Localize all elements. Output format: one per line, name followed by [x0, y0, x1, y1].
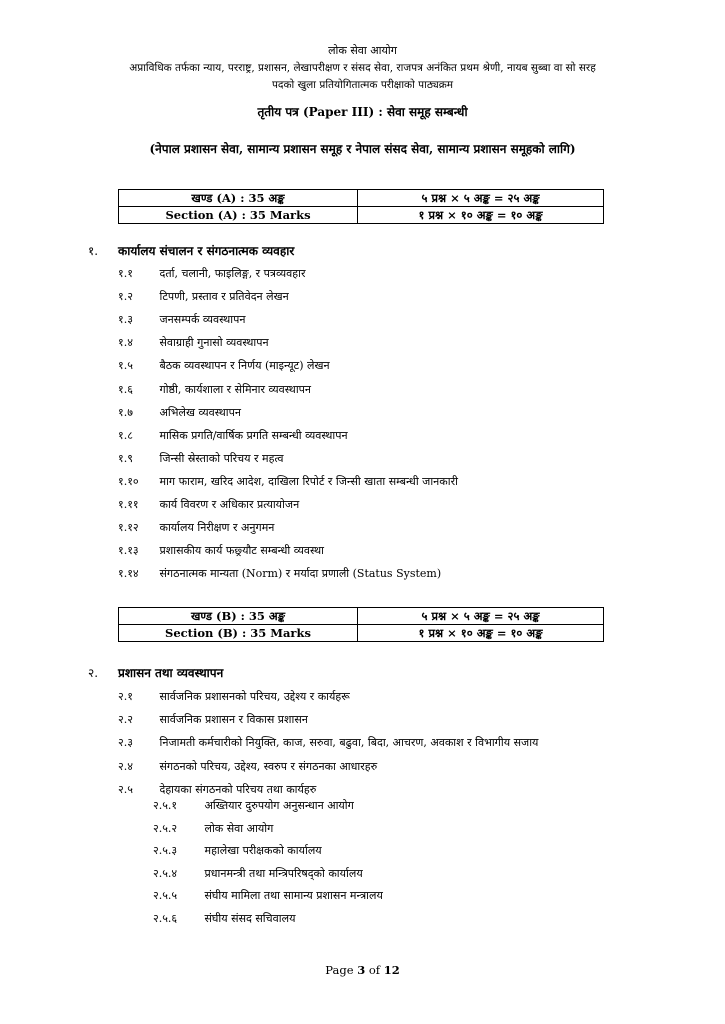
list-item-number: १.११ — [118, 498, 139, 511]
list-item-number: १.३ — [118, 313, 133, 327]
list-item — [118, 335, 269, 350]
list-item-text: प्रशासकीय कार्य फछ्र्यौट सम्बन्धी व्यवस्था — [159, 544, 324, 558]
list-item — [118, 782, 316, 797]
list-item-text: लोक सेवा आयोग — [204, 821, 274, 835]
list-item — [118, 474, 458, 489]
section-1-title: कार्यालय संचालन र संगठनात्मक व्यवहार — [118, 244, 295, 258]
list-item — [118, 312, 245, 327]
list-item — [118, 405, 241, 420]
list-item-text: निजामती कर्मचारीको नियुक्ति, काज, सरुवा, बढुवा, बिदा, आचरण, अवकाश र विभागीय सजाय — [159, 736, 539, 750]
list-item-number: २.५.३ — [153, 844, 178, 858]
list-item-number: २.५.२ — [153, 821, 178, 835]
section-b-marks-table — [118, 607, 604, 642]
list-item-number: १.९ — [118, 451, 133, 465]
section-2-number: २. — [88, 666, 99, 680]
list-item-text: अभिलेख व्यवस्थापन — [159, 405, 241, 419]
list-item-text: देहायका संगठनको परिचय तथा कार्यहरु — [159, 782, 317, 796]
list-item-text: महालेखा परीक्षकको कार्यालय — [204, 844, 322, 858]
list-item-number: १.४ — [118, 336, 133, 350]
list-item-number: २.५.५ — [153, 889, 178, 903]
list-item-number: १.१३ — [118, 544, 139, 558]
table-cell: खण्ड (B) : 35 अङ्क — [119, 608, 358, 625]
list-item — [118, 451, 283, 466]
list-item-number: २.५.१ — [153, 799, 178, 812]
table-cell: ५ प्रश्न × ५ अङ्क = २५ अङ्क — [358, 608, 604, 625]
list-item-number: १.१ — [118, 267, 133, 280]
list-item-text: संघीय संसद सचिवालय — [204, 912, 296, 925]
list-item — [118, 735, 538, 750]
list-item-text: सार्वजनिक प्रशासन र विकास प्रशासन — [159, 713, 308, 727]
header-line-2: अप्राविधिक तर्फका न्याय, परराष्ट्र, प्रशासन, लेखापरीक्षण र संसद सेवा, राजपत्र अनंकित प्रथम श्रेणी, नायब सुब्बा वा सो सरह — [129, 62, 596, 74]
table-row — [119, 608, 604, 625]
list-item-text: अख्तियार दुरुपयोग अनुसन्धान आयोग — [204, 799, 354, 812]
table-cell: Section (A) : 35 Marks — [119, 207, 358, 224]
list-item-number: १.२ — [118, 290, 133, 304]
list-item-text: प्रधानमन्त्री तथा मन्त्रिपरिषद्को कार्यालय — [204, 866, 363, 880]
list-item-text: कार्यालय निरीक्षण र अनुगमन — [159, 521, 275, 535]
table-row — [119, 190, 604, 207]
header-org: लोक सेवा आयोग — [328, 44, 397, 57]
list-item — [118, 689, 350, 704]
list-item — [153, 911, 295, 926]
list-item — [153, 866, 363, 881]
list-item — [118, 520, 274, 535]
list-item — [118, 543, 324, 558]
section-a-marks-table — [118, 189, 604, 224]
footer-page-word: Page — [325, 963, 354, 977]
table-cell: १ प्रश्न × १० अङ्क = १० अङ्क — [358, 625, 604, 642]
table-cell: Section (B) : 35 Marks — [119, 625, 358, 642]
list-item — [118, 497, 299, 512]
list-item — [153, 843, 322, 858]
list-item-number: १.७ — [118, 405, 133, 419]
list-item — [118, 289, 289, 304]
list-item — [118, 566, 441, 581]
section-1-number: १. — [88, 244, 99, 258]
list-item — [118, 428, 348, 443]
list-item-text: जिन्सी स्रेस्ताको परिचय र महत्व — [159, 451, 284, 465]
list-item-text: संगठनको परिचय, उद्देश्य, स्वरुप र संगठनका आधारहरु — [159, 759, 378, 773]
list-item-number: २.५ — [118, 782, 133, 796]
list-item — [153, 888, 383, 903]
list-item-text: टिपणी, प्रस्ताव र प्रतिवेदन लेखन — [159, 290, 289, 304]
list-item — [118, 358, 330, 373]
footer-of-word: of — [368, 963, 381, 977]
list-item-number: १.१४ — [118, 567, 139, 581]
list-item — [153, 798, 354, 813]
list-item-text: संघीय मामिला तथा सामान्य प्रशासन मन्त्रालय — [204, 889, 383, 903]
list-item-number: २.५.४ — [153, 866, 178, 880]
list-item-text: जनसम्पर्क व्यवस्थापन — [159, 313, 246, 327]
footer-page-number: 3 — [357, 963, 366, 977]
list-item-number: २.२ — [118, 713, 133, 727]
list-item-number: १.१० — [118, 474, 139, 488]
list-item-text: माग फाराम, खरिद आदेश, दाखिला रिपोर्ट र जिन्सी खाता सम्बन्धी जानकारी — [159, 474, 458, 488]
paper-subtitle: (नेपाल प्रशासन सेवा, सामान्य प्रशासन समूह र नेपाल संसद सेवा, सामान्य प्रशासन समूहको लागि) — [149, 142, 576, 156]
table-cell: खण्ड (A) : 35 अङ्क — [119, 190, 358, 207]
list-item-number: २.५.६ — [153, 912, 178, 925]
list-item — [118, 382, 311, 397]
header-line-3: पदको खुला प्रतियोगितात्मक परीक्षाको पाठ्यक्रम — [271, 79, 454, 91]
table-cell: ५ प्रश्न × ५ अङ्क = २५ अङ्क — [358, 190, 604, 207]
list-item-number: १.५ — [118, 359, 133, 373]
table-row — [119, 625, 604, 642]
list-item-text: सार्वजनिक प्रशासनको परिचय, उद्देश्य र कार्यहरू — [159, 690, 350, 703]
page-footer — [0, 963, 725, 977]
section-2-title: प्रशासन तथा व्यवस्थापन — [118, 666, 224, 680]
table-cell: १ प्रश्न × १० अङ्क = १० अङ्क — [358, 207, 604, 224]
list-item — [118, 759, 377, 774]
list-item — [153, 821, 273, 836]
list-item-text: सेवाग्राही गुनासो व्यवस्थापन — [159, 336, 269, 350]
list-item-text: बैठक व्यवस्थापन र निर्णय (माइन्यूट) लेखन — [159, 359, 330, 373]
list-item-text: कार्य विवरण र अधिकार प्रत्यायोजन — [159, 498, 300, 511]
list-item-number: २.३ — [118, 736, 133, 750]
list-item-number: १.६ — [118, 382, 133, 396]
table-row — [119, 207, 604, 224]
list-item-text: दर्ता, चलानी, फाइलिङ्ग, र पत्रव्यवहार — [159, 267, 306, 280]
list-item-number: १.८ — [118, 428, 133, 442]
footer-page-total: 12 — [383, 963, 400, 977]
paper-title: तृतीय पत्र (Paper III) : सेवा समूह सम्बन्धी — [257, 105, 468, 119]
list-item-number: १.१२ — [118, 521, 139, 535]
list-item — [118, 712, 308, 727]
list-item-text: मासिक प्रगति/वार्षिक प्रगति सम्बन्धी व्यवस्थापन — [159, 428, 348, 442]
list-item-text: गोष्ठी, कार्यशाला र सेमिनार व्यवस्थापन — [159, 382, 312, 396]
list-item — [118, 266, 305, 281]
list-item-number: २.४ — [118, 759, 133, 773]
list-item-text: संगठनात्मक मान्यता (Norm) र मर्यादा प्रणाली (Status System) — [159, 567, 442, 581]
list-item-number: २.१ — [118, 690, 133, 703]
